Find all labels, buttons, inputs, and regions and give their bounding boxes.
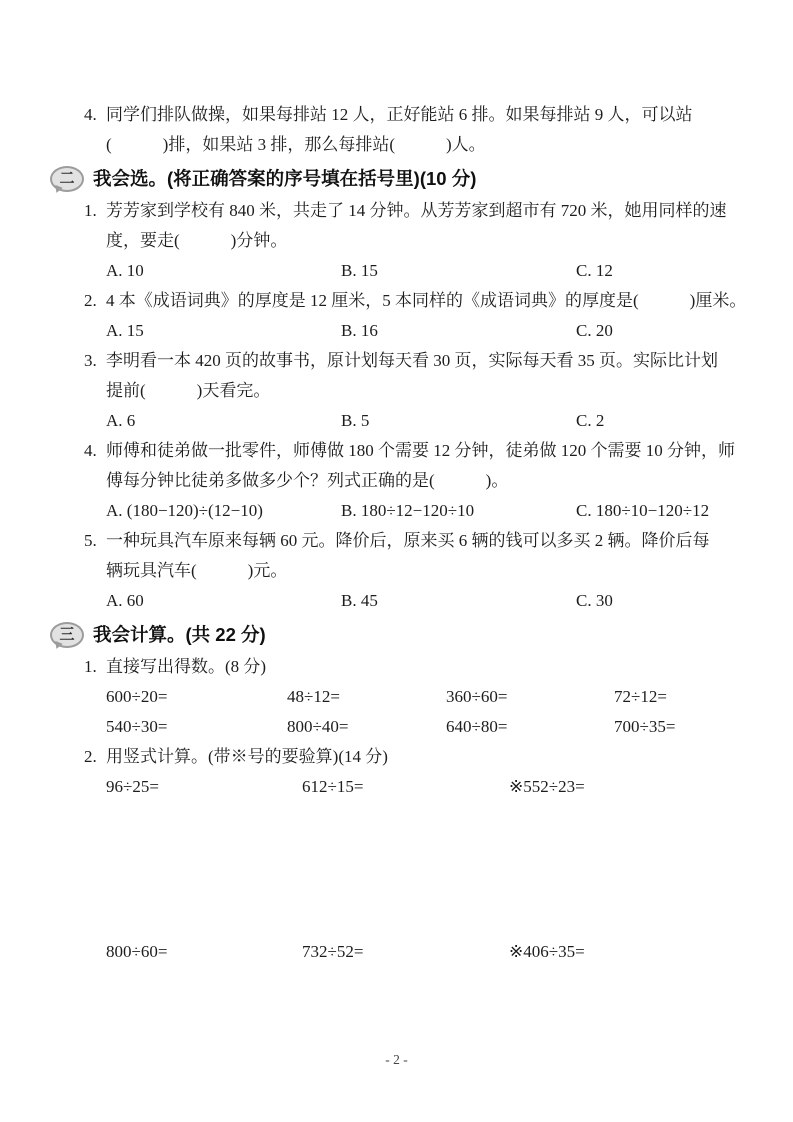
calc-expression: 360÷60=: [446, 687, 508, 706]
question-text: 一种玩具汽车原来每辆 60 元。降价后，原来买 6 辆的钱可以多买 2 辆。降价后每: [106, 531, 710, 550]
calc-expression: ※552÷23=: [509, 777, 585, 796]
question-text-continued: 提前( )天看完。: [106, 381, 271, 400]
option-c: C. 30: [576, 591, 613, 610]
choice-question-3: [84, 346, 740, 436]
choice-question-1: [84, 196, 740, 286]
choice-question-4: [84, 436, 740, 526]
section-three-badge: [50, 622, 84, 648]
calc-expression: ※406÷35=: [509, 942, 585, 961]
question-text-continued: 辆玩具汽车( )元。: [106, 561, 288, 580]
question-text-continued: 傅每分钟比徒弟多做多少个？列式正确的是( )。: [106, 471, 509, 490]
option-a: A. 15: [106, 321, 144, 340]
question-line: [84, 100, 740, 130]
student-work-space: [84, 802, 740, 937]
section-one-question-4: [84, 100, 740, 160]
section-two-title: 我会选。(将正确答案的序号填在括号里)(10 分): [93, 168, 477, 189]
calc-expression: 800÷60=: [106, 942, 168, 961]
question-text: 4 本《成语词典》的厚度是 12 厘米，5 本同样的《成语词典》的厚度是( )厘米。: [106, 291, 747, 310]
question-line: [84, 196, 740, 226]
options-row: [106, 586, 740, 616]
question-number: 5.: [84, 531, 97, 550]
options-row: [106, 316, 740, 346]
option-a: A. (180−120)÷(12−10): [106, 501, 263, 520]
option-c: C. 2: [576, 411, 605, 430]
question-text: 李明看一本 420 页的故事书，原计划每天看 30 页，实际每天看 35 页。实际比计划: [106, 351, 718, 370]
options-row: [106, 496, 740, 526]
question-text: 同学们排队做操，如果每排站 12 人，正好能站 6 排。如果每排站 9 人，可以站: [106, 105, 693, 124]
oral-calc-row: [106, 712, 740, 742]
option-c: C. 180÷10−120÷12: [576, 501, 710, 520]
option-a: A. 6: [106, 411, 136, 430]
section-two-header: [50, 164, 740, 194]
choice-question-5: [84, 526, 740, 616]
question-line: [84, 286, 747, 316]
question-text-continued: ( )排，如果站 3 排，那么每排站( )人。: [106, 135, 486, 154]
calc-expression: 48÷12=: [287, 687, 340, 706]
question-line: [84, 346, 740, 376]
section-two-badge: [50, 166, 84, 192]
section-three-header: [50, 620, 740, 650]
question-number: 2.: [84, 291, 97, 310]
section-two-number: 二: [59, 170, 75, 187]
oral-calc-row: [106, 682, 740, 712]
question-text: 师傅和徒弟做一批零件，师傅做 180 个需要 12 分钟，徒弟做 120 个需要 10 分钟，师: [106, 441, 735, 460]
subsection-number: 1.: [84, 657, 97, 676]
calc-expression: 96÷25=: [106, 777, 159, 796]
page-number: - 2 -: [385, 1052, 408, 1067]
vertical-calc-row: [106, 937, 740, 967]
subsection-label-line: [84, 652, 740, 682]
vertical-calculation: [84, 742, 740, 967]
calc-expression: 540÷30=: [106, 717, 168, 736]
calc-expression: 640÷80=: [446, 717, 508, 736]
vertical-calc-row: [106, 772, 740, 802]
question-number: 1.: [84, 201, 97, 220]
choice-question-2: [84, 286, 747, 346]
calc-expression: 612÷15=: [302, 777, 364, 796]
question-text: 芳芳家到学校有 840 米，共走了 14 分钟。从芳芳家到超市有 720 米，她用同样的速: [106, 201, 727, 220]
option-c: C. 12: [576, 261, 613, 280]
question-number: 3.: [84, 351, 97, 370]
subsection-label-line: [84, 742, 740, 772]
option-b: B. 15: [341, 261, 378, 280]
question-line: [84, 436, 740, 466]
question-line: [84, 526, 740, 556]
option-b: B. 45: [341, 591, 378, 610]
calc-expression: 700÷35=: [614, 717, 676, 736]
subsection-label: 用竖式计算。(带※号的要验算)(14 分): [106, 747, 388, 766]
oral-calculation: [84, 652, 740, 742]
question-number: 4.: [84, 105, 97, 124]
options-row: [106, 256, 740, 286]
question-number: 4.: [84, 441, 97, 460]
calc-expression: 600÷20=: [106, 687, 168, 706]
calc-expression: 800÷40=: [287, 717, 349, 736]
subsection-label: 直接写出得数。(8 分): [106, 657, 267, 676]
option-b: B. 180÷12−120÷10: [341, 501, 475, 520]
calc-expression: 72÷12=: [614, 687, 667, 706]
question-text-continued: 度，要走( )分钟。: [106, 231, 288, 250]
option-b: B. 5: [341, 411, 370, 430]
section-three-title: 我会计算。(共 22 分): [93, 624, 266, 645]
subsection-number: 2.: [84, 747, 97, 766]
option-c: C. 20: [576, 321, 613, 340]
calc-expression: 732÷52=: [302, 942, 364, 961]
options-row: [106, 406, 740, 436]
option-a: A. 10: [106, 261, 144, 280]
section-three-number: 三: [59, 626, 75, 643]
option-b: B. 16: [341, 321, 378, 340]
option-a: A. 60: [106, 591, 144, 610]
